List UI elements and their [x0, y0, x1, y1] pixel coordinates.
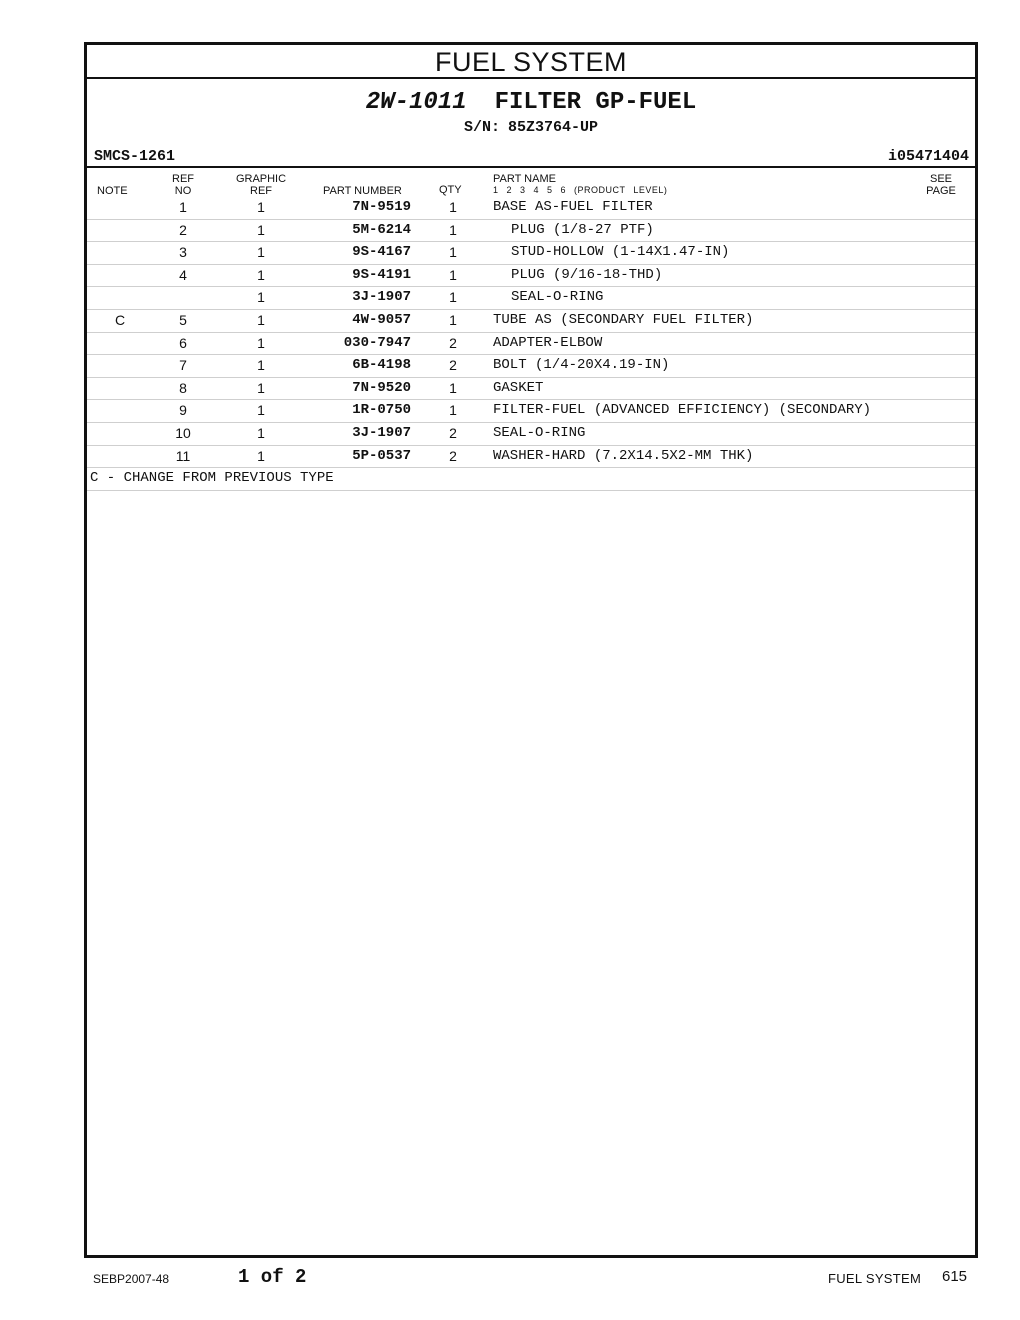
- note-legend: C - CHANGE FROM PREVIOUS TYPE: [90, 470, 334, 487]
- table-row: [87, 265, 975, 288]
- table-row: [87, 310, 975, 333]
- table-row: [87, 220, 975, 243]
- row-qty: 1: [449, 311, 457, 328]
- row-graphic-ref: 1: [257, 244, 265, 261]
- footer-section: FUEL SYSTEM: [828, 1271, 922, 1286]
- table-row: [87, 378, 975, 401]
- col-header-see-page: [917, 173, 965, 197]
- group-number: 2W-1011: [365, 89, 467, 116]
- table-row: [87, 197, 975, 220]
- row-qty: 2: [449, 424, 457, 441]
- group-heading: [87, 89, 975, 116]
- table-row: [87, 242, 975, 265]
- row-graphic-ref: 1: [257, 221, 265, 238]
- row-note: C: [114, 311, 126, 328]
- row-graphic-ref: 1: [257, 289, 265, 306]
- serial-value: 85Z3764-UP: [508, 119, 599, 136]
- row-qty: 1: [449, 266, 457, 283]
- row-graphic-ref: 1: [257, 379, 265, 396]
- row-graphic-ref: 1: [257, 334, 265, 351]
- serial-label: S/N:: [463, 119, 500, 136]
- row-ref-no: 10: [175, 424, 191, 441]
- page-footer: [0, 1264, 1020, 1294]
- col-header-graphic-ref-line2: REF: [250, 185, 272, 197]
- row-part-number: 3J-1907: [352, 289, 411, 306]
- row-part-name: ADAPTER-ELBOW: [493, 334, 603, 351]
- row-part-number: 5P-0537: [352, 447, 411, 464]
- row-graphic-ref: 1: [257, 266, 265, 283]
- col-header-graphic-ref-line1: GRAPHIC: [235, 173, 287, 185]
- row-part-number: 9S-4167: [352, 244, 411, 261]
- row-part-name: GASKET: [493, 379, 544, 396]
- row-part-name: PLUG (9/16-18-THD): [511, 266, 663, 283]
- row-qty: 1: [449, 199, 457, 215]
- row-part-name: STUD-HOLLOW (1-14X1.47-IN): [511, 244, 730, 261]
- row-part-number: 3J-1907: [352, 424, 411, 441]
- row-part-number: 7N-9520: [352, 379, 411, 396]
- row-ref-no: 2: [179, 221, 187, 238]
- table-row: [87, 446, 975, 469]
- row-ref-no: 4: [179, 266, 187, 283]
- row-part-name: WASHER-HARD (7.2X14.5X2-MM THK): [493, 447, 754, 464]
- row-qty: 1: [449, 221, 457, 238]
- parts-page-frame: [84, 42, 978, 1258]
- table-row: [87, 287, 975, 310]
- row-part-name: BASE AS-FUEL FILTER: [493, 199, 653, 215]
- serial-range: [87, 119, 975, 136]
- row-part-number: 5M-6214: [352, 221, 411, 238]
- table-row: [87, 400, 975, 423]
- row-ref-no: 7: [179, 357, 187, 374]
- row-part-number: 6B-4198: [352, 357, 411, 374]
- row-qty: 1: [449, 379, 457, 396]
- col-header-see-page-line2: PAGE: [926, 185, 956, 197]
- col-header-ref-no-line1: REF: [172, 173, 194, 185]
- footer-page-number: 615: [942, 1268, 968, 1285]
- row-graphic-ref: 1: [257, 402, 265, 419]
- row-part-number: 1R-0750: [352, 402, 411, 419]
- note-legend-row: [87, 468, 975, 491]
- row-qty: 2: [449, 447, 457, 464]
- row-qty: 2: [449, 334, 457, 351]
- col-header-ref-no: [165, 173, 201, 197]
- illustration-id: i05471404: [887, 148, 969, 165]
- row-graphic-ref: 1: [257, 424, 265, 441]
- row-part-name: FILTER-FUEL (ADVANCED EFFICIENCY) (SECONDARY): [493, 402, 872, 419]
- header-divider: [87, 166, 975, 168]
- col-header-note: NOTE: [97, 185, 128, 197]
- row-graphic-ref: 1: [257, 447, 265, 464]
- row-part-number: 9S-4191: [352, 266, 411, 283]
- group-name: FILTER GP-FUEL: [494, 89, 697, 116]
- row-ref-no: 3: [179, 244, 187, 261]
- row-part-name: SEAL-O-RING: [511, 289, 604, 306]
- row-qty: 1: [449, 289, 457, 306]
- row-ref-no: 8: [179, 379, 187, 396]
- row-qty: 2: [449, 357, 457, 374]
- col-header-graphic-ref: [231, 173, 291, 197]
- col-header-see-page-line1: SEE: [929, 173, 952, 185]
- parts-table: [87, 197, 975, 491]
- row-ref-no: 5: [179, 311, 187, 328]
- col-header-ref-no-line2: NO: [174, 185, 192, 197]
- row-ref-no: 1: [179, 199, 187, 215]
- row-part-name: PLUG (1/8-27 PTF): [511, 221, 654, 238]
- table-row: [87, 355, 975, 378]
- smcs-code: SMCS-1261: [94, 148, 176, 165]
- footer-page-of: 1 of 2: [238, 1266, 307, 1288]
- section-title: FUEL SYSTEM: [87, 45, 975, 79]
- row-ref-no: 9: [179, 402, 187, 419]
- row-part-number: 030-7947: [343, 334, 411, 351]
- row-graphic-ref: 1: [257, 199, 265, 215]
- row-qty: 1: [449, 244, 457, 261]
- col-header-product-levels: 1 2 3 4 5 6 (PRODUCT LEVEL): [493, 185, 668, 195]
- row-ref-no: 6: [179, 334, 187, 351]
- col-header-part-number: PART NUMBER: [323, 185, 402, 197]
- row-part-name: TUBE AS (SECONDARY FUEL FILTER): [493, 311, 754, 328]
- col-header-part-name: PART NAME: [493, 173, 556, 185]
- table-row: [87, 423, 975, 446]
- row-part-number: 7N-9519: [352, 199, 411, 215]
- col-header-qty: QTY: [439, 184, 462, 196]
- footer-doc-id: SEBP2007-48: [93, 1272, 170, 1286]
- row-graphic-ref: 1: [257, 311, 265, 328]
- row-graphic-ref: 1: [257, 357, 265, 374]
- row-part-number: 4W-9057: [352, 311, 411, 328]
- row-qty: 1: [449, 402, 457, 419]
- row-part-name: SEAL-O-RING: [493, 424, 586, 441]
- row-ref-no: 11: [175, 447, 191, 464]
- row-part-name: BOLT (1/4-20X4.19-IN): [493, 357, 670, 374]
- table-row: [87, 333, 975, 356]
